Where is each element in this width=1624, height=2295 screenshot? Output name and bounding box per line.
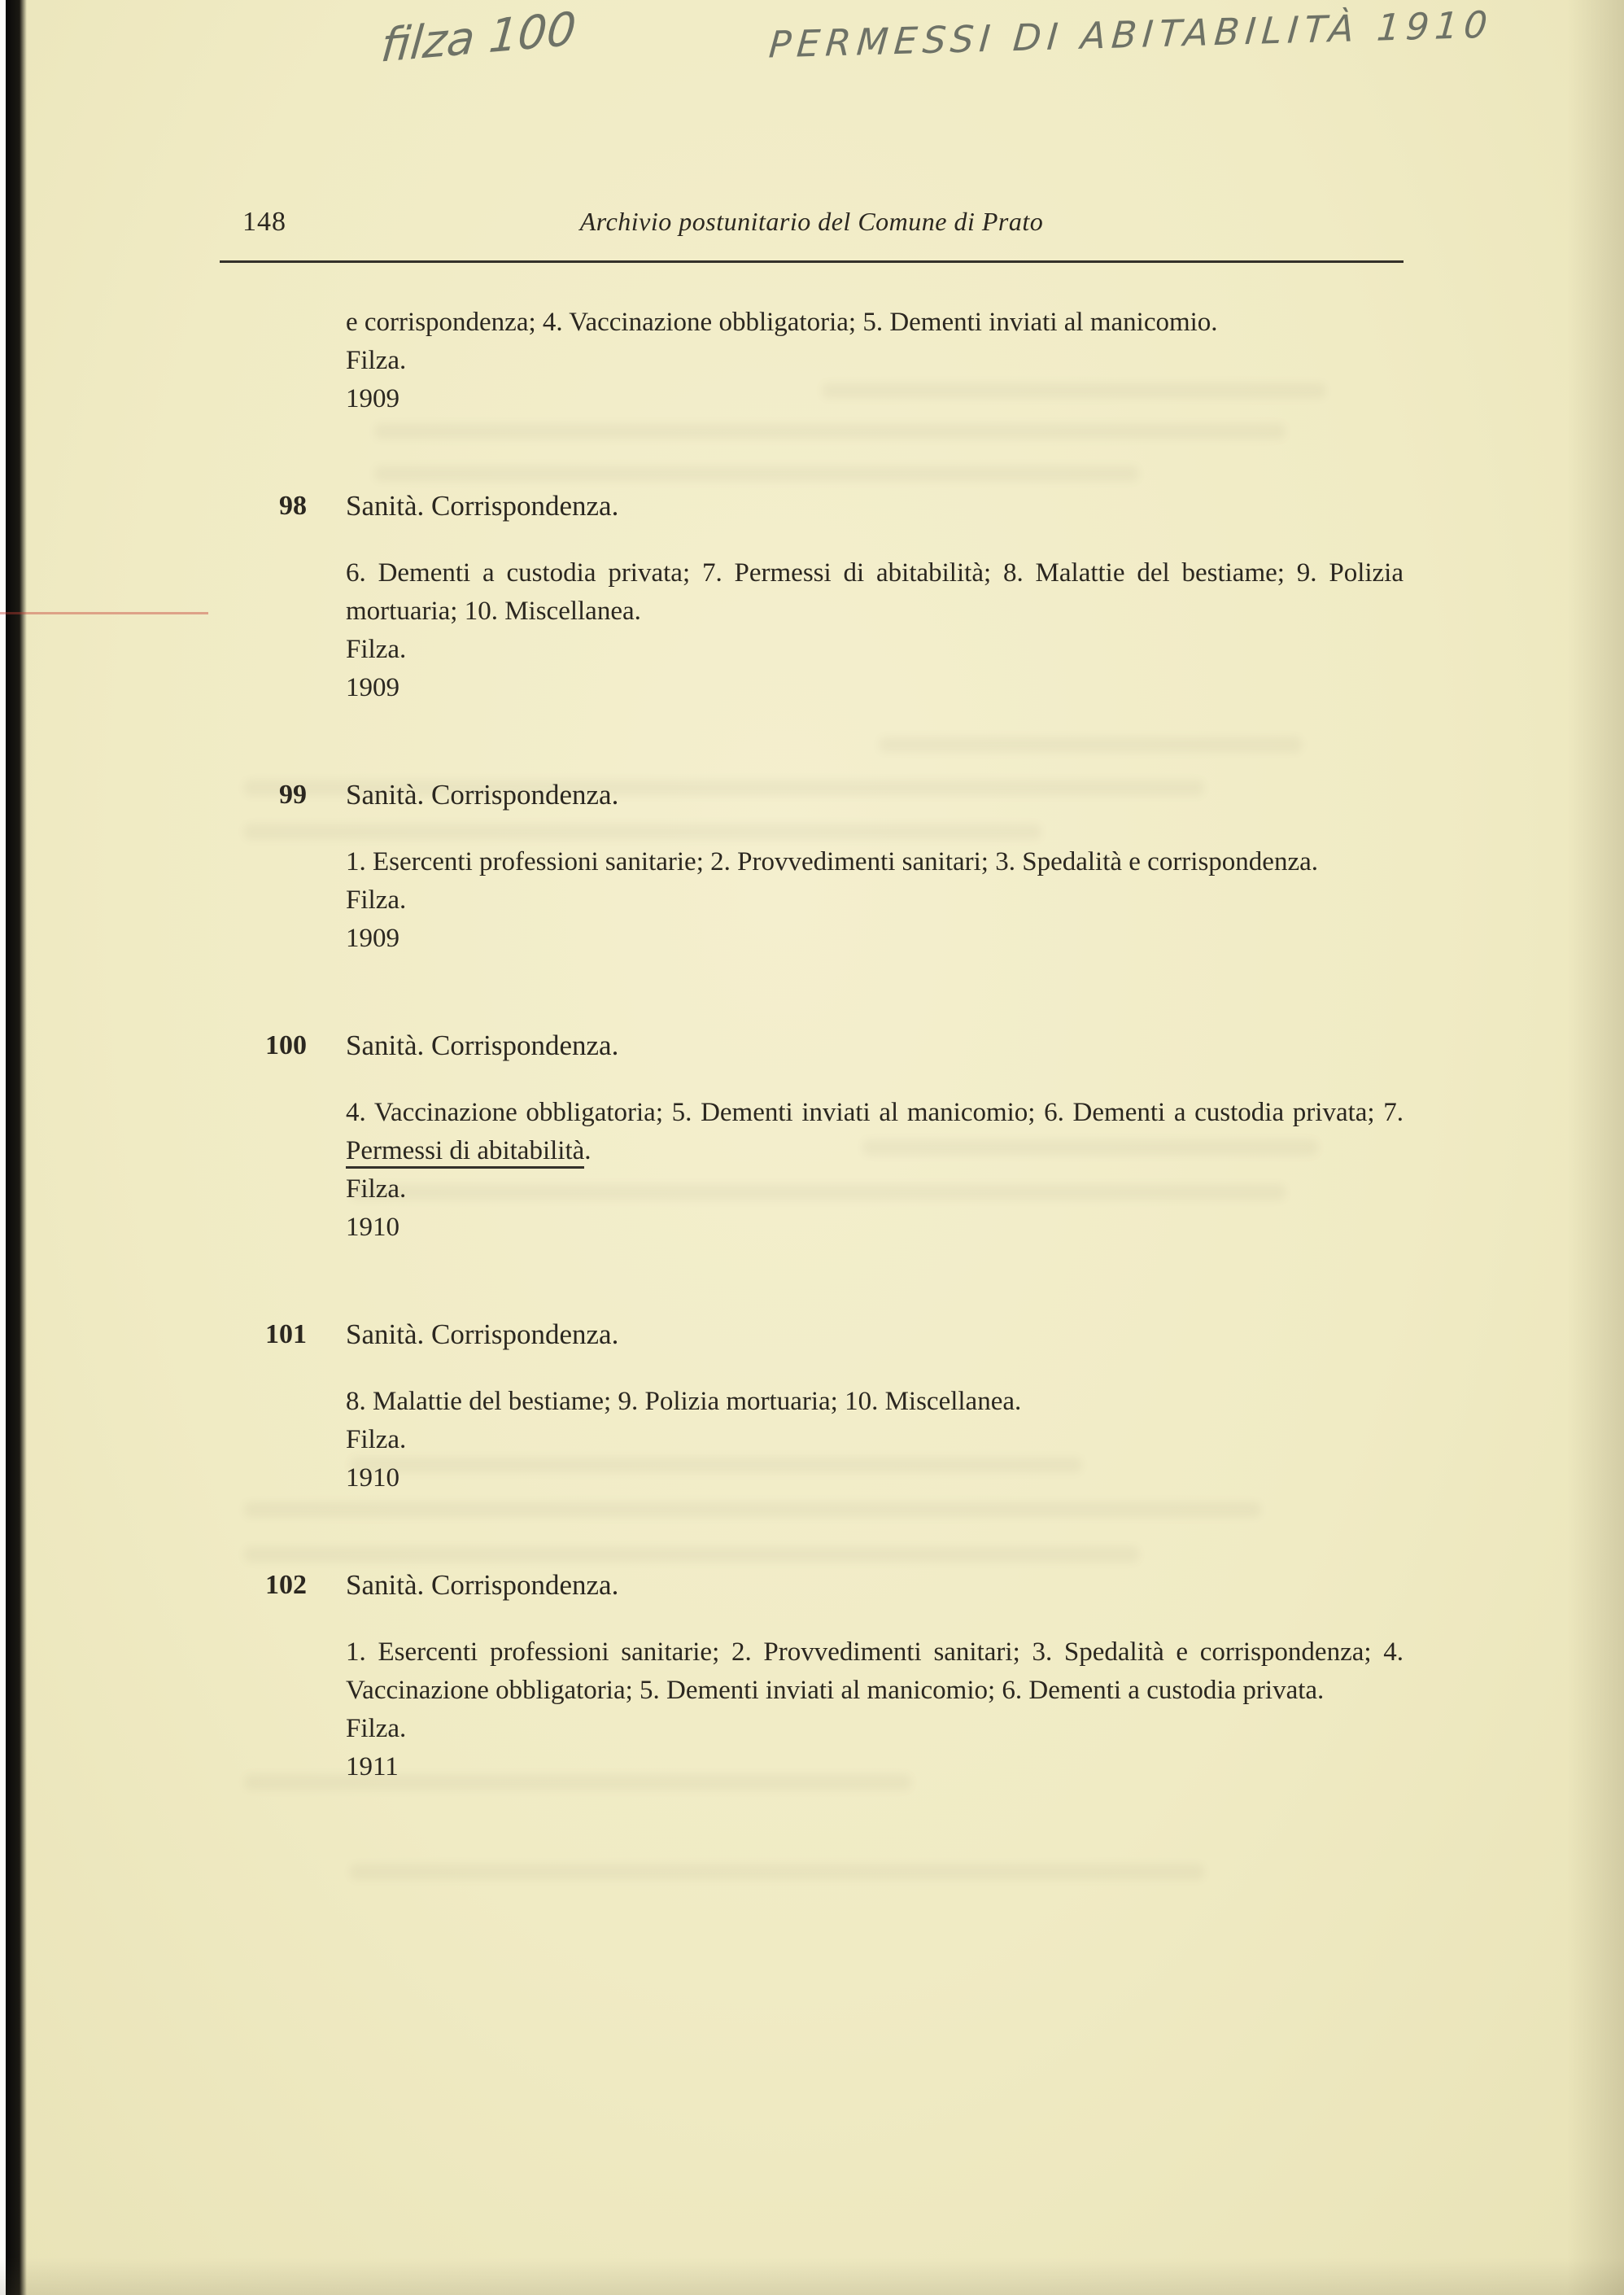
book-binding-edge [6,0,27,2295]
entry-content [346,1315,1404,1497]
header-rule [220,260,1404,263]
running-title: Archivio postunitario del Comune di Prato [579,207,1044,236]
body-segment: 1. Esercenti professioni sanitarie; 2. Provvedimenti sanitari; 3. Spedalità e corrispondenza; 4. Vaccinazione obbligatoria; 5. Dementi inviati al manicomio; 6. Dementi a custodia privata. [346,1637,1404,1705]
entry-number: 98 [279,491,307,521]
entry-body [346,843,1404,881]
entry-format: Filza. [346,1174,407,1204]
entry-content [346,776,1404,958]
catalog-entry-100 [220,1026,1404,1247]
catalogue-content [220,304,1404,1855]
catalog-entry-continuation [220,304,1404,418]
body-segment: 4. Vaccinazione obbligatoria; 5. Dementi inviati al manicomio; 6. Dementi a custodia privata; 7. [346,1098,1404,1127]
entry-body [346,304,1404,342]
entry-format: Filza. [346,635,407,664]
catalog-entry-102 [220,1566,1404,1786]
entry-year: 1909 [346,673,399,702]
entry-format: Filza. [346,1714,407,1743]
entry-format: Filza. [346,885,407,915]
red-margin-mark [0,612,208,614]
entry-body [346,1633,1404,1710]
entry-content [346,304,1404,418]
entry-body [346,554,1404,631]
entry-heading: Sanità. Corrispondenza. [346,1318,619,1350]
entry-year: 1909 [346,384,399,413]
entry-content [346,487,1404,707]
body-segment: 8. Malattie del bestiame; 9. Polizia mortuaria; 10. Miscellanea. [346,1387,1022,1416]
bleed-through-mark [350,1864,1204,1880]
handwritten-annotation-left: filza 100 [378,2,578,73]
page-curvature-shade [1567,0,1624,2295]
entry-heading: Sanità. Corrispondenza. [346,1569,619,1601]
catalog-entry-98 [220,487,1404,707]
entry-body [346,1094,1404,1170]
entry-format: Filza. [346,346,407,375]
underlined-phrase: Permessi di abitabilità [346,1136,584,1169]
entry-number: 100 [265,1030,307,1060]
body-segment: e corrispondenza; 4. Vaccinazione obbligatoria; 5. Dementi inviati al manicomio. [346,308,1218,337]
entry-content [346,1026,1404,1247]
entry-heading: Sanità. Corrispondenza. [346,490,619,522]
entry-number: 101 [265,1319,307,1349]
entry-number: 102 [265,1570,307,1600]
entry-year: 1911 [346,1752,399,1781]
page-bottom-shade [0,2258,1624,2295]
scan-edge-white [0,0,6,2295]
entry-heading: Sanità. Corrispondenza. [346,1029,619,1061]
page-number: 148 [242,207,286,237]
entry-body [346,1383,1404,1421]
entry-year: 1910 [346,1213,399,1242]
body-segment: . [584,1136,592,1165]
body-segment: 1. Esercenti professioni sanitarie; 2. Provvedimenti sanitari; 3. Spedalità e corrispondenza. [346,847,1318,876]
entry-content [346,1566,1404,1786]
body-segment: 6. Dementi a custodia privata; 7. Permessi di abitabilità; 8. Malattie del bestiame; 9. Polizia mortuaria; 10. Miscellanea. [346,558,1404,626]
catalog-entry-99 [220,776,1404,958]
entry-format: Filza. [346,1425,407,1454]
entry-year: 1909 [346,924,399,953]
entry-number: 99 [279,780,307,810]
catalog-entry-101 [220,1315,1404,1497]
entry-heading: Sanità. Corrispondenza. [346,779,619,811]
handwritten-annotation-right: PERMESSI DI ABITABILITÀ 1910 [767,2,1495,67]
entry-year: 1910 [346,1463,399,1493]
